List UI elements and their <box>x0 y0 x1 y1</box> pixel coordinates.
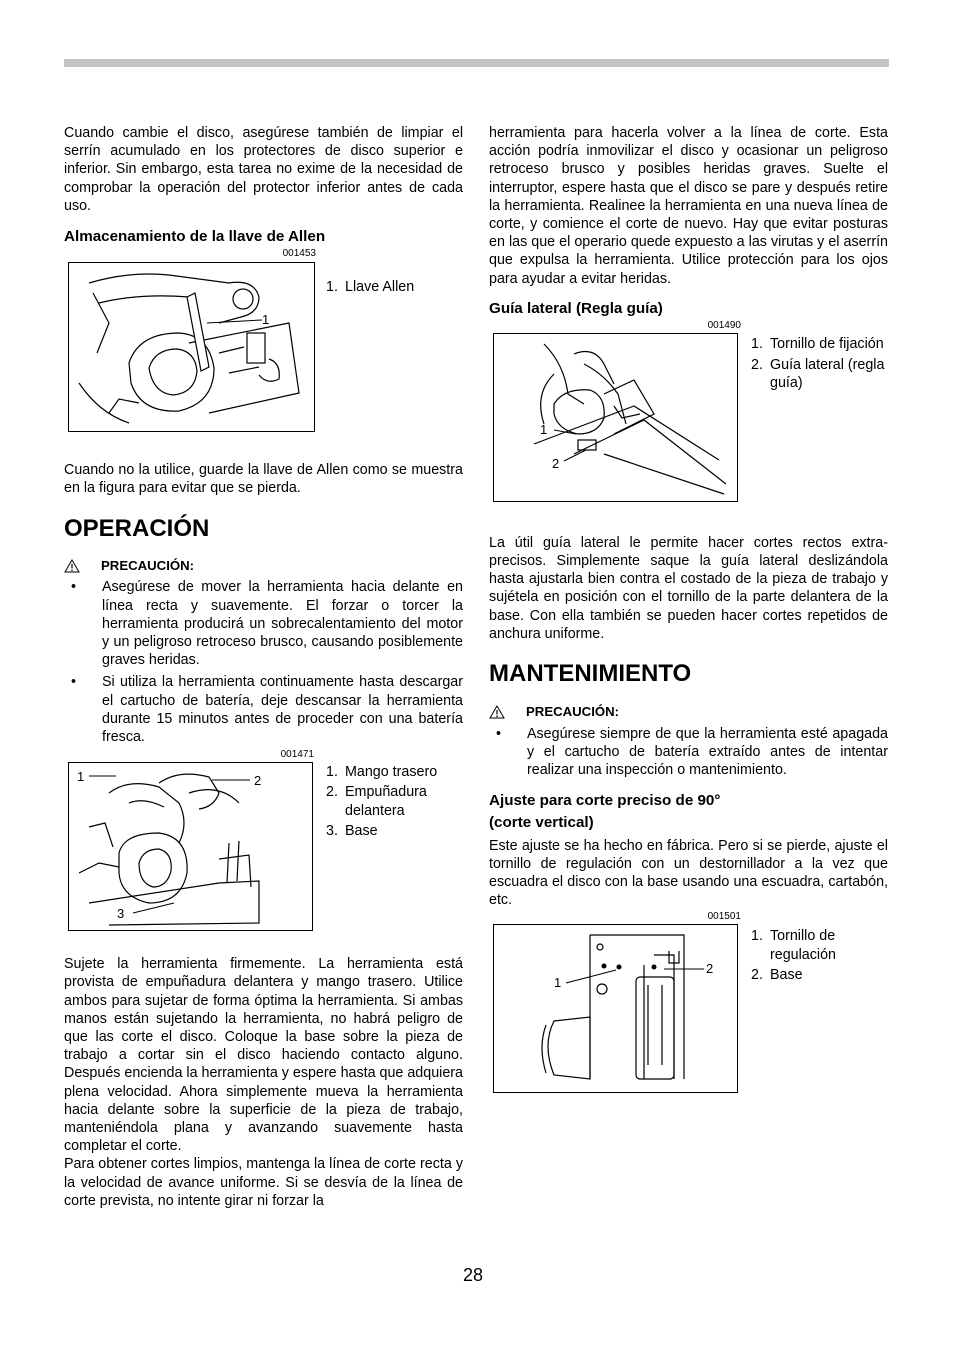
warning-triangle-icon <box>489 705 505 719</box>
legend-item <box>326 822 466 840</box>
legend-text: Base <box>345 822 378 839</box>
legend-item <box>326 278 466 296</box>
legend-number: 1. <box>751 335 763 352</box>
legend-number: 1. <box>326 764 338 781</box>
caution-item <box>64 578 463 669</box>
legend-text: Guía lateral (regla guía) <box>770 357 885 392</box>
legend-guide <box>751 335 891 393</box>
left-column <box>64 124 463 1210</box>
legend-item <box>751 356 891 392</box>
legend-item <box>751 927 891 963</box>
figure-handles <box>68 762 313 931</box>
figure-row-handle <box>64 761 463 933</box>
caution-header <box>64 557 463 575</box>
header-rule <box>64 59 889 67</box>
caution-item <box>64 673 463 746</box>
figure-label: 2 <box>552 455 560 471</box>
paragraph-cleaning: Cuando cambie el disco, asegúrese también de limpiar el serrín acumulado en los protectores de disco superior e inferior. Sin embargo, esta tarea no exime de la necesidad de comprobar la operación del protector inferior antes de cada uso. <box>64 125 463 214</box>
heading-allen-storage: Almacenamiento de la llave de Allen <box>64 228 326 246</box>
legend-item <box>326 783 466 819</box>
paragraph-obtener: Para obtener cortes limpios, mantenga la línea de corte recta y la velocidad de avance uniforme. Si se desvía de la línea de corte prevista, no intente girar ni forzar la <box>64 1156 463 1209</box>
paragraph-allen: Cuando no la utilice, guarde la llave de Allen como se muestra en la figura para evitar que se pierda. <box>64 462 463 497</box>
bullet-icon: • <box>71 579 77 596</box>
bullet-icon: • <box>71 674 77 691</box>
right-column <box>489 124 888 1095</box>
legend-number: 1. <box>751 928 763 945</box>
caution-item <box>489 725 888 780</box>
figure-adjust-screw <box>493 924 738 1093</box>
caution-list-operacion <box>64 578 463 746</box>
paragraph-sujete: Sujete la herramienta firmemente. La herramienta está provista de empuñadura delantera y mango trasero. Utilice ambos para sujetar de forma óptima la herramienta. Si ambas manos están sujetando la herramienta, no habrá peligro de que las corte el disco. Coloque la base sobre la pieza de trabajo a cortar sin el disco haciendo contacto alguno. Después encienda la herramienta y espere hasta que adquiera plena velocidad. Ahora simplemente mueva la herramienta hacia delante sobre la superficie de la pieza de trabajo, manteniéndola plana y avanzando suavemente hasta completar el corte. <box>64 956 463 1155</box>
caution-label: PRECAUCIÓN: <box>101 558 195 574</box>
legend-number: 1. <box>326 279 338 296</box>
legend-text: Llave Allen <box>345 279 415 296</box>
section-title-operacion: OPERACIÓN <box>64 515 210 543</box>
figure-id-adjust: 001501 <box>707 911 741 923</box>
figure-label: 1 <box>77 769 85 785</box>
figure-id-allen: 001453 <box>282 248 316 260</box>
legend-item <box>751 966 891 984</box>
legend-text: Base <box>770 966 803 983</box>
caution-text: Asegúrese de mover la herramienta hacia delante en línea recta y suavemente. El forzar o torcer la herramienta producirá un sobrecalentamiento del motor y un peligroso retroceso brusco, causando posiblemente graves heridas. <box>102 579 463 669</box>
heading-adjust-90-sub: (corte vertical) <box>489 813 594 831</box>
bullet-icon: • <box>496 726 502 743</box>
figure-id-handle: 001471 <box>280 749 314 761</box>
page-number: 28 <box>463 1265 484 1285</box>
figure-row-guide <box>489 332 888 504</box>
legend-number: 2. <box>751 357 763 374</box>
legend-text: Tornillo de regulación <box>770 928 836 963</box>
figure-row-adjust <box>489 923 888 1095</box>
section-title-mantenimiento: MANTENIMIENTO <box>489 660 692 688</box>
warning-triangle-icon <box>64 559 80 573</box>
figure-row-allen <box>64 260 463 432</box>
allen-key-illustration <box>69 263 314 431</box>
adjust-screw-illustration <box>494 925 737 1092</box>
figure-label: 2 <box>706 961 714 977</box>
legend-text: Empuñadura delantera <box>345 784 427 819</box>
figure-label: 3 <box>117 906 125 922</box>
side-guide-illustration <box>494 334 737 501</box>
paragraph-adjust: Este ajuste se ha hecho en fábrica. Pero si se pierde, ajuste el tornillo de regulación con un destornillador a la vez que escuadra el disco con la base usando una escuadra, cartabón, etc. <box>489 837 888 909</box>
legend-adjust <box>751 927 891 984</box>
caution-header <box>489 703 888 721</box>
heading-side-guide: Guía lateral (Regla guía) <box>489 299 663 317</box>
paragraph-continuation: herramienta para hacerla volver a la línea de corte. Esta acción podría inmovilizar el disco y ocasionar un peligroso retroceso brusco y posibles heridas graves. Suelte el interruptor, espere hasta que el disco se pare y después retire la herramienta. Realinee la herramienta en una nueva línea de corte, y comience el corte de nuevo. Hay que evitar posturas en las que el operario quede expuesto a las virutas y el aserrín que expulsa la herramienta. Utilice protección para los ojos para ayudar a evitar heridas. <box>489 125 888 287</box>
legend-text: Mango trasero <box>345 764 438 781</box>
caution-text: Asegúrese siempre de que la herramienta esté apagada y el cartucho de batería extraído antes de intentar realizar una inspección o mantenimiento. <box>527 726 888 779</box>
heading-adjust-90: Ajuste para corte preciso de 90° <box>489 791 721 809</box>
caution-list-mantenimiento <box>489 725 888 780</box>
caution-label: PRECAUCIÓN: <box>526 704 620 720</box>
legend-allen <box>326 278 466 296</box>
legend-text: Tornillo de fijación <box>770 335 884 352</box>
figure-label: 1 <box>554 975 562 991</box>
legend-number: 2. <box>751 966 763 983</box>
legend-handles <box>326 763 466 840</box>
handles-illustration <box>69 763 312 930</box>
legend-item <box>751 335 891 353</box>
caution-text: Si utiliza la herramienta continuamente hasta descargar el cartucho de batería, deje descansar la herramienta durante 15 minutos antes de proceder con una batería fresca. <box>102 674 463 746</box>
legend-number: 3. <box>326 822 338 839</box>
legend-number: 2. <box>326 784 338 801</box>
paragraph-guide: La útil guía lateral le permite hacer cortes rectos extra-precisos. Simplemente saque la guía lateral deslizándola hasta ajustarla bien contra el costado de la pieza de trabajo y sujétela en posición con el tornillo de la parte delantera de la base. Con ella también se pueden hacer cortes repetidos de anchura uniforme. <box>489 534 888 642</box>
figure-label: 1 <box>262 312 270 328</box>
figure-side-guide <box>493 333 738 502</box>
legend-item <box>326 763 466 781</box>
figure-label: 2 <box>254 773 262 789</box>
figure-label: 1 <box>540 421 548 437</box>
figure-id-guide: 001490 <box>707 319 741 331</box>
figure-allen-key <box>68 262 315 432</box>
